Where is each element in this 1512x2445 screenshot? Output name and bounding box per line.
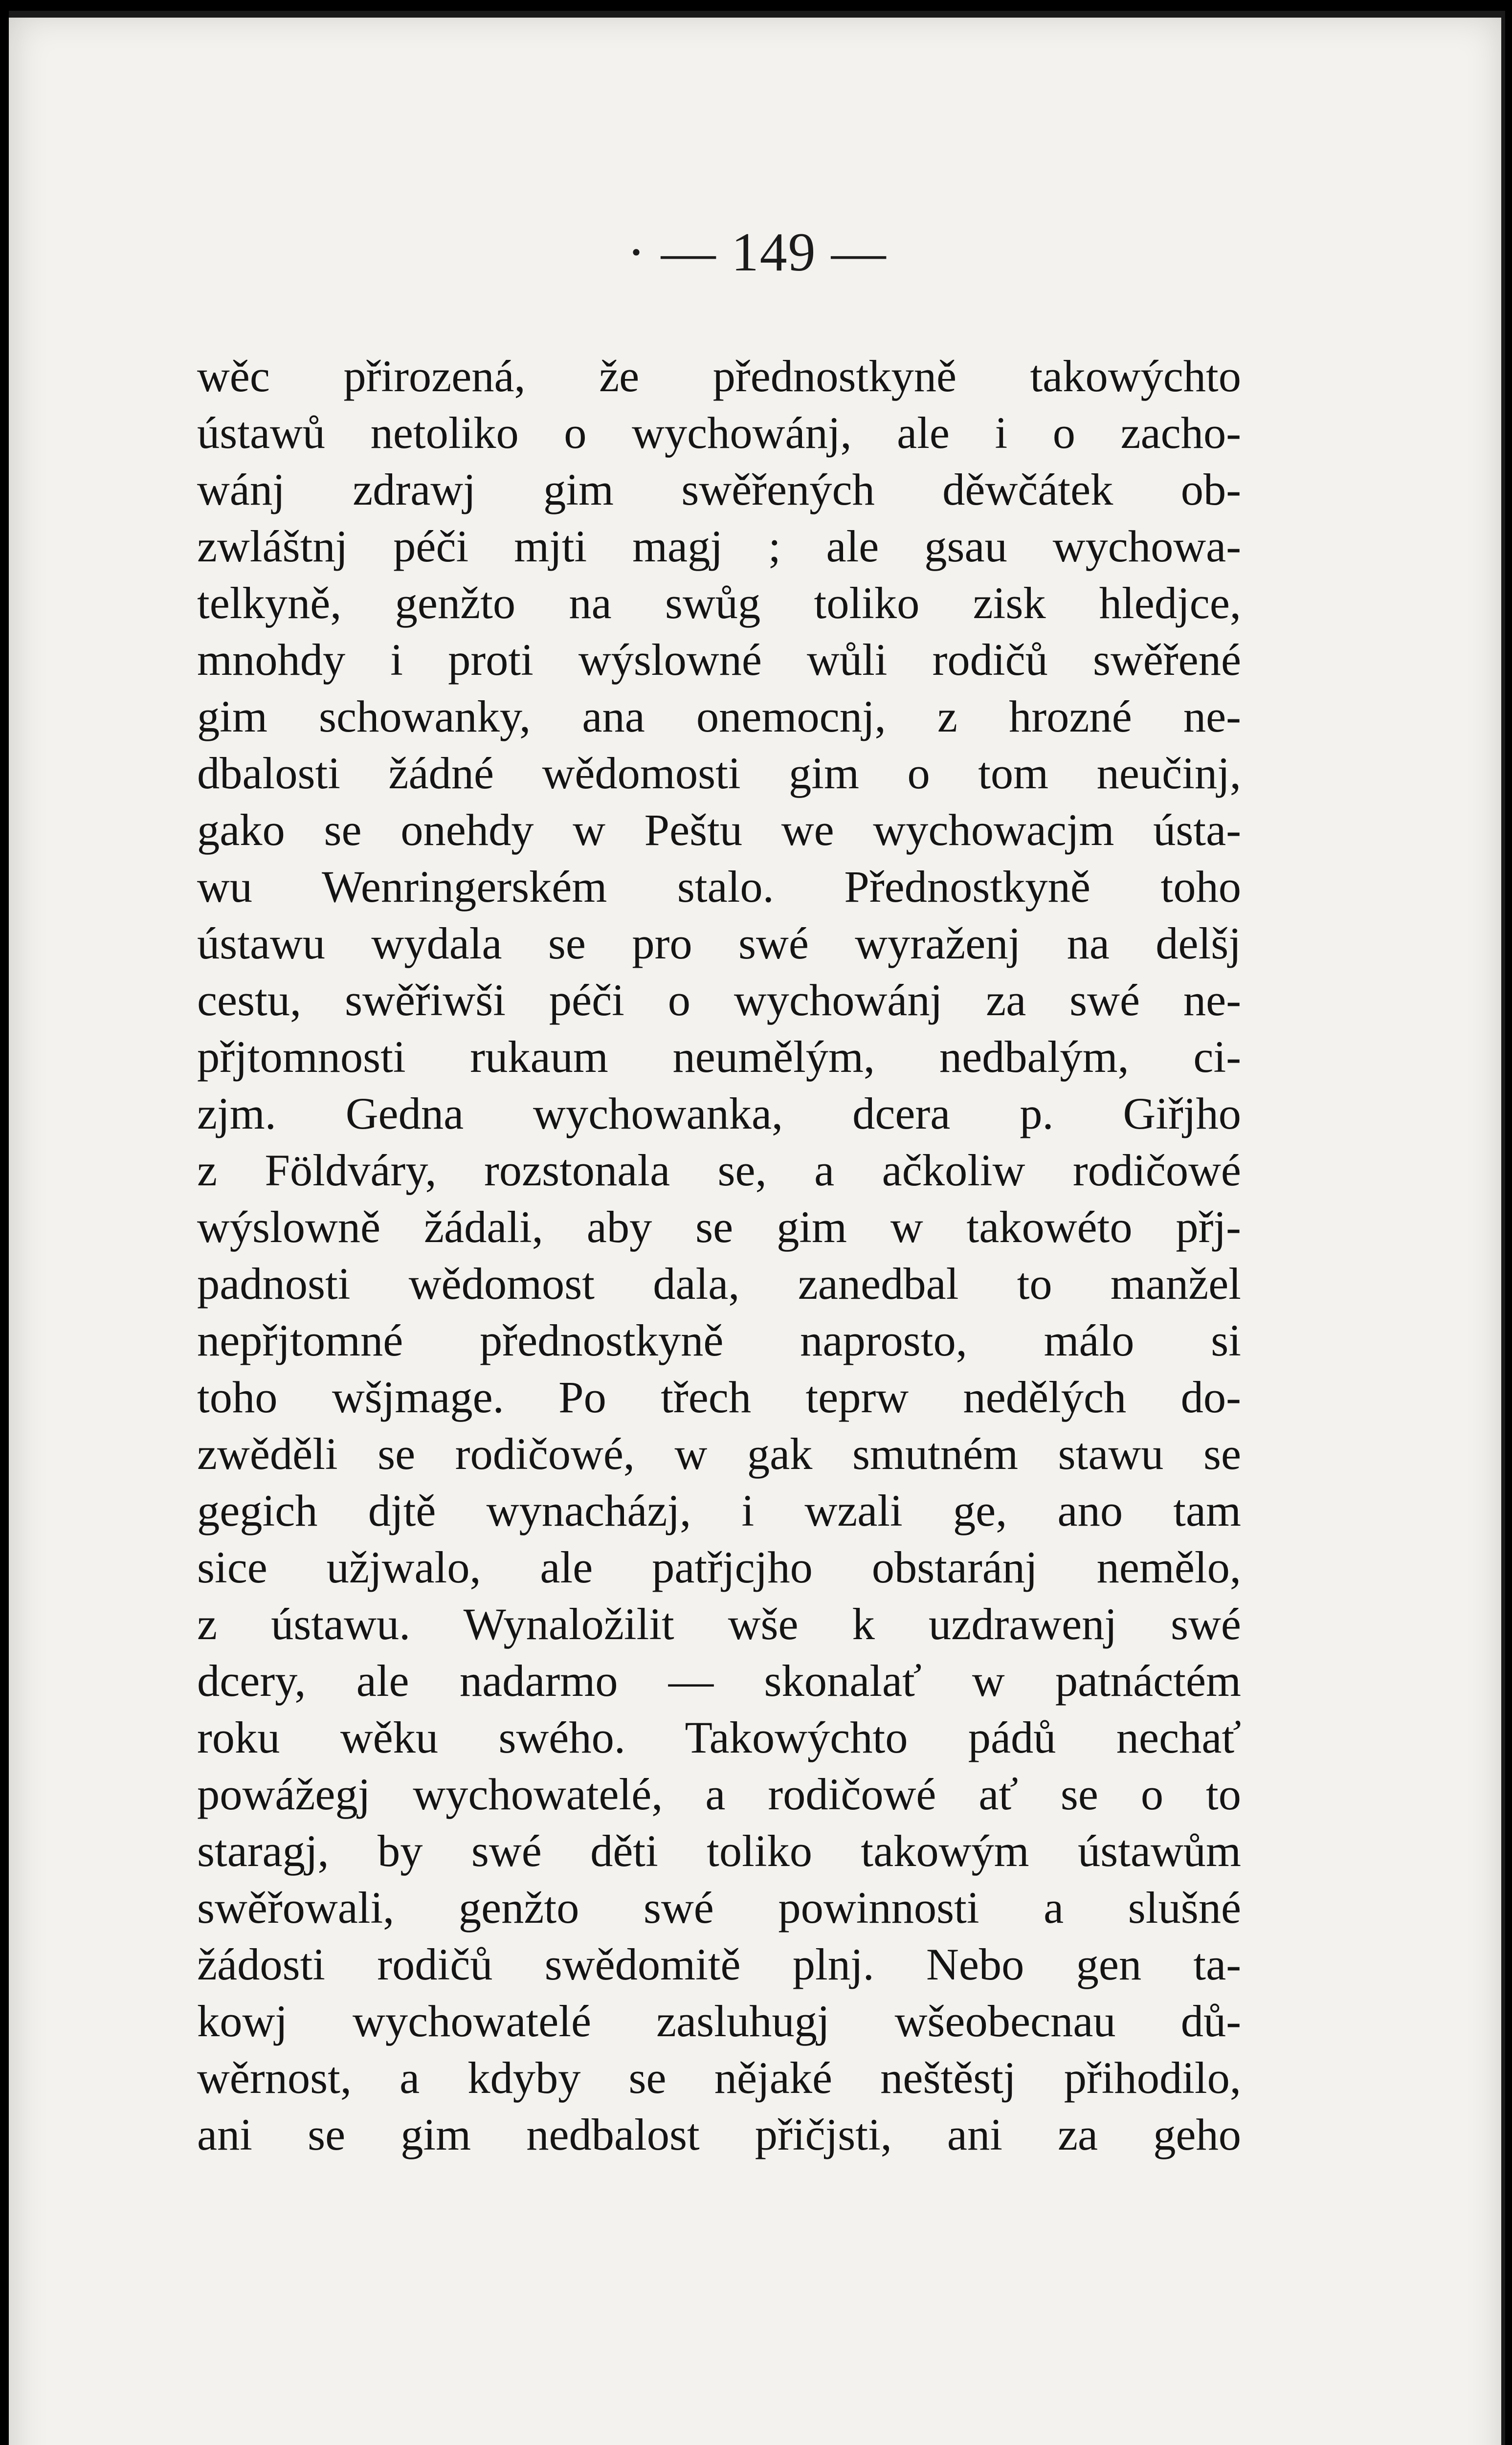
text-line: powážegj wychowatelé, a rodičowé ať se o to: [197, 1770, 1241, 1820]
text-line: dbalosti žádné wědomosti gim o tom neučinj,: [197, 749, 1241, 799]
text-line: dcery, ale nadarmo — skonalať w patnáctém: [197, 1656, 1241, 1706]
text-line: zjm. Gedna wychowanka, dcera p. Giřjho: [197, 1089, 1241, 1139]
text-line: wěc přirozená, že přednostkyně takowýchto: [197, 352, 1241, 401]
text-line: telkyně, genžto na swůg toliko zisk hledjce,: [197, 578, 1241, 628]
text-line: ústawů netoliko o wychowánj, ale i o zacho-: [197, 408, 1241, 458]
page-top-edge: [9, 11, 1505, 18]
text-line: swěřowali, genžto swé powinnosti a slušné: [197, 1883, 1241, 1933]
text-line: cestu, swěřiwši péči o wychowánj za swé ne-: [197, 976, 1241, 1025]
page-right-edge: [1501, 11, 1505, 2445]
text-line: přjtomnosti rukaum neumělým, nedbalým, ci-: [197, 1032, 1241, 1082]
text-line: žádosti rodičů swědomitě plnj. Nebo gen ta-: [197, 1940, 1241, 1990]
text-line: toho wšjmage. Po třech teprw nedělých do-: [197, 1373, 1241, 1423]
text-line: gegich djtě wynacházj, i wzali ge, ano tam: [197, 1486, 1241, 1536]
text-line: gim schowanky, ana onemocnj, z hrozné ne-: [197, 692, 1241, 742]
text-line: ani se gim nedbalost přičjsti, ani za geho: [197, 2110, 1241, 2160]
text-line: gako se onehdy w Peštu we wychowacjm ústa-: [197, 805, 1241, 855]
text-line: z Földváry, rozstonala se, a ačkoliw rodičowé: [197, 1146, 1241, 1196]
text-line: wu Wenringerském stalo. Přednostkyně toho: [197, 862, 1241, 912]
text-line: padnosti wědomost dala, zanedbal to manžel: [197, 1259, 1241, 1309]
text-line: wěrnost, a kdyby se nějaké neštěstj přihodilo,: [197, 2053, 1241, 2103]
text-line: ústawu wydala se pro swé wyraženj na delšj: [197, 919, 1241, 969]
text-line: zwěděli se rodičowé, w gak smutném stawu se: [197, 1429, 1241, 1479]
text-line: sice užjwalo, ale patřjcjho obstaránj nemělo,: [197, 1543, 1241, 1593]
text-line: zwláštnj péči mjti magj ; ale gsau wychowa-: [197, 522, 1241, 572]
text-line: wánj zdrawj gim swěřených děwčátek ob-: [197, 465, 1241, 515]
text-line: wýslowně žádali, aby se gim w takowéto přj-: [197, 1202, 1241, 1252]
book-page: [9, 11, 1505, 2445]
text-line: z ústawu. Wynaložilit wše k uzdrawenj swé: [197, 1600, 1241, 1649]
text-line: nepřjtomné přednostkyně naprosto, málo si: [197, 1316, 1241, 1366]
page-number: · — 149 —: [627, 222, 887, 283]
text-line: staragj, by swé děti toliko takowým ústawům: [197, 1826, 1241, 1876]
body-text: [197, 348, 1241, 2163]
text-line: roku wěku swého. Takowýchto pádů nechať: [197, 1713, 1241, 1763]
text-line: kowj wychowatelé zasluhugj wšeobecnau dů-: [197, 1997, 1241, 2046]
text-line: mnohdy i proti wýslowné wůli rodičů swěřené: [197, 635, 1241, 685]
